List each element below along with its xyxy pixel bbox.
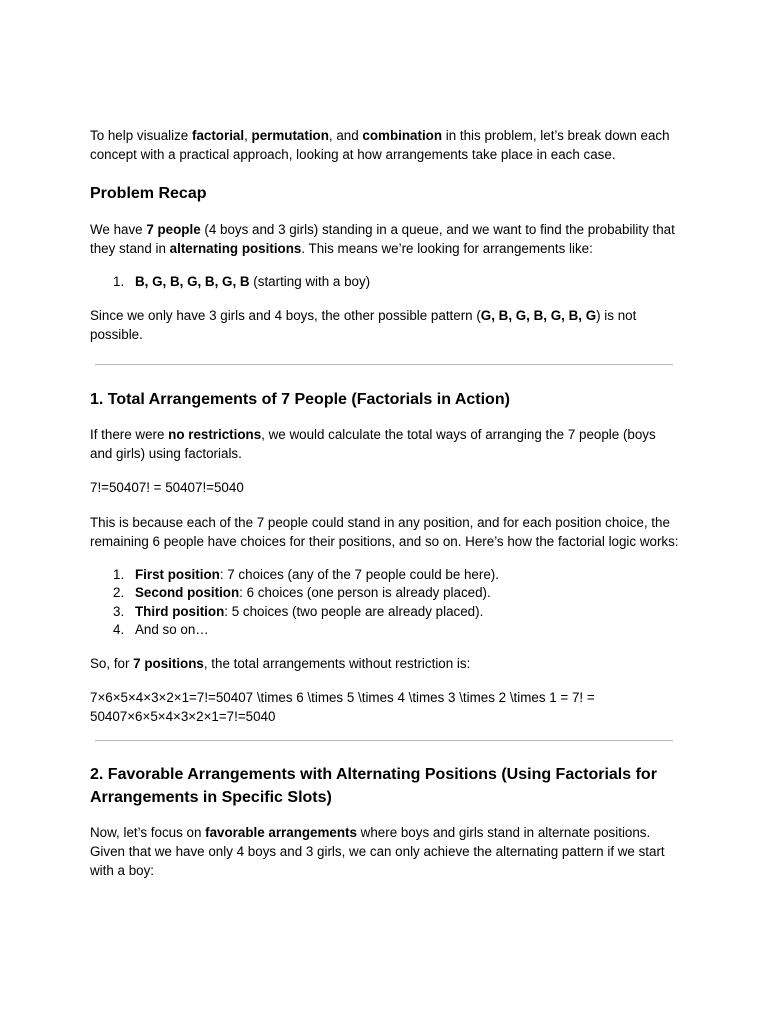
intro-text: To help visualize bbox=[90, 128, 192, 143]
favorable-paragraph bbox=[90, 823, 680, 880]
heading-problem-recap: Problem Recap bbox=[90, 185, 207, 202]
list-item-text: (starting with a boy) bbox=[249, 274, 371, 289]
paragraph-text: , the total arrangements without restriction is: bbox=[203, 655, 471, 671]
recap-paragraph bbox=[90, 220, 680, 258]
pattern-list bbox=[90, 273, 680, 292]
paragraph-emphasis: no restrictions bbox=[168, 426, 262, 442]
factorial-equation: 7!=50407! = 50407!=5040 bbox=[90, 479, 244, 495]
since-text: ) is not possible. bbox=[90, 307, 637, 342]
term-permutation: permutation bbox=[251, 128, 329, 143]
list-number: 1. bbox=[113, 274, 125, 289]
list-item bbox=[90, 584, 680, 603]
document-page bbox=[90, 126, 680, 880]
recap-text: (4 boys and 3 girls) standing in a queue, and we want to find the probability that they stand in bbox=[90, 222, 675, 256]
heading-favorable-arrangements: 2. Favorable Arrangements with Alternating Positions (Using Factorials for Arrangements in Specific Slots) bbox=[90, 765, 657, 806]
recap-text: We have bbox=[90, 222, 147, 237]
so-paragraph bbox=[90, 654, 680, 673]
pattern-sequence: B, G, B, G, B, G, B bbox=[135, 274, 250, 289]
product-equation: 7×6×5×4×3×2×1=7!=50407 \times 6 \times 5 \times 4 \times 3 \times 2 \times 1 = 7! = 50407×6×5×4×3×2×1=7!=5040 bbox=[90, 689, 595, 724]
recap-text: . This means we’re looking for arrangements like: bbox=[301, 241, 593, 256]
list-item-label: Third position bbox=[135, 603, 225, 619]
intro-paragraph bbox=[90, 126, 680, 164]
list-item bbox=[90, 566, 680, 585]
list-number: 4. bbox=[113, 622, 125, 638]
paragraph-emphasis: 7 positions bbox=[133, 655, 204, 671]
paragraph-text: If there were bbox=[90, 426, 169, 442]
no-restrictions-paragraph bbox=[90, 425, 680, 463]
pattern-sequence: G, B, G, B, G, B, G bbox=[480, 307, 597, 323]
intro-text: , and bbox=[328, 128, 363, 143]
position-list bbox=[90, 566, 680, 640]
section-divider bbox=[95, 740, 673, 741]
intro-text: , bbox=[244, 128, 252, 143]
section-divider bbox=[95, 364, 673, 365]
list-item bbox=[90, 273, 680, 292]
list-item-text: And so on… bbox=[135, 622, 209, 638]
list-item bbox=[90, 621, 680, 640]
list-item-text: : 6 choices (one person is already placed). bbox=[239, 585, 491, 601]
paragraph-emphasis: favorable arrangements bbox=[205, 824, 357, 840]
paragraph-text: So, for bbox=[90, 655, 134, 671]
list-item-text: : 5 choices (two people are already placed). bbox=[224, 603, 484, 619]
term-factorial: factorial bbox=[191, 128, 245, 143]
paragraph-text: Now, let’s focus on bbox=[90, 824, 206, 840]
list-item-label: First position bbox=[135, 566, 220, 582]
recap-emphasis: 7 people bbox=[146, 222, 201, 237]
since-paragraph bbox=[90, 306, 680, 344]
recap-emphasis: alternating positions bbox=[169, 241, 302, 256]
since-text: Since we only have 3 girls and 4 boys, the other possible pattern ( bbox=[90, 307, 481, 323]
paragraph-text: where boys and girls stand in alternate positions. Given that we have only 4 boys and 3 girls, we can only achieve the alternating pattern if we start with a boy: bbox=[90, 824, 665, 878]
paragraph-text: , we would calculate the total ways of arranging the 7 people (boys and girls) using factorials. bbox=[90, 426, 656, 461]
list-number: 3. bbox=[113, 603, 125, 619]
heading-total-arrangements: 1. Total Arrangements of 7 People (Factorials in Action) bbox=[90, 390, 510, 408]
list-item-text: : 7 choices (any of the 7 people could be here). bbox=[219, 566, 499, 582]
list-item-label: Second position bbox=[135, 585, 240, 601]
list-number: 2. bbox=[113, 585, 125, 601]
term-combination: combination bbox=[362, 128, 443, 143]
list-number: 1. bbox=[113, 566, 125, 582]
explanation-paragraph: This is because each of the 7 people could stand in any position, and for each position choice, the remaining 6 people have choices for their positions, and so on. Here’s how the factorial logic works: bbox=[90, 514, 679, 549]
intro-text: in this problem, let’s break down each concept with a practical approach, looking at how arrangements take place in each case. bbox=[90, 128, 670, 162]
list-item bbox=[90, 603, 680, 622]
